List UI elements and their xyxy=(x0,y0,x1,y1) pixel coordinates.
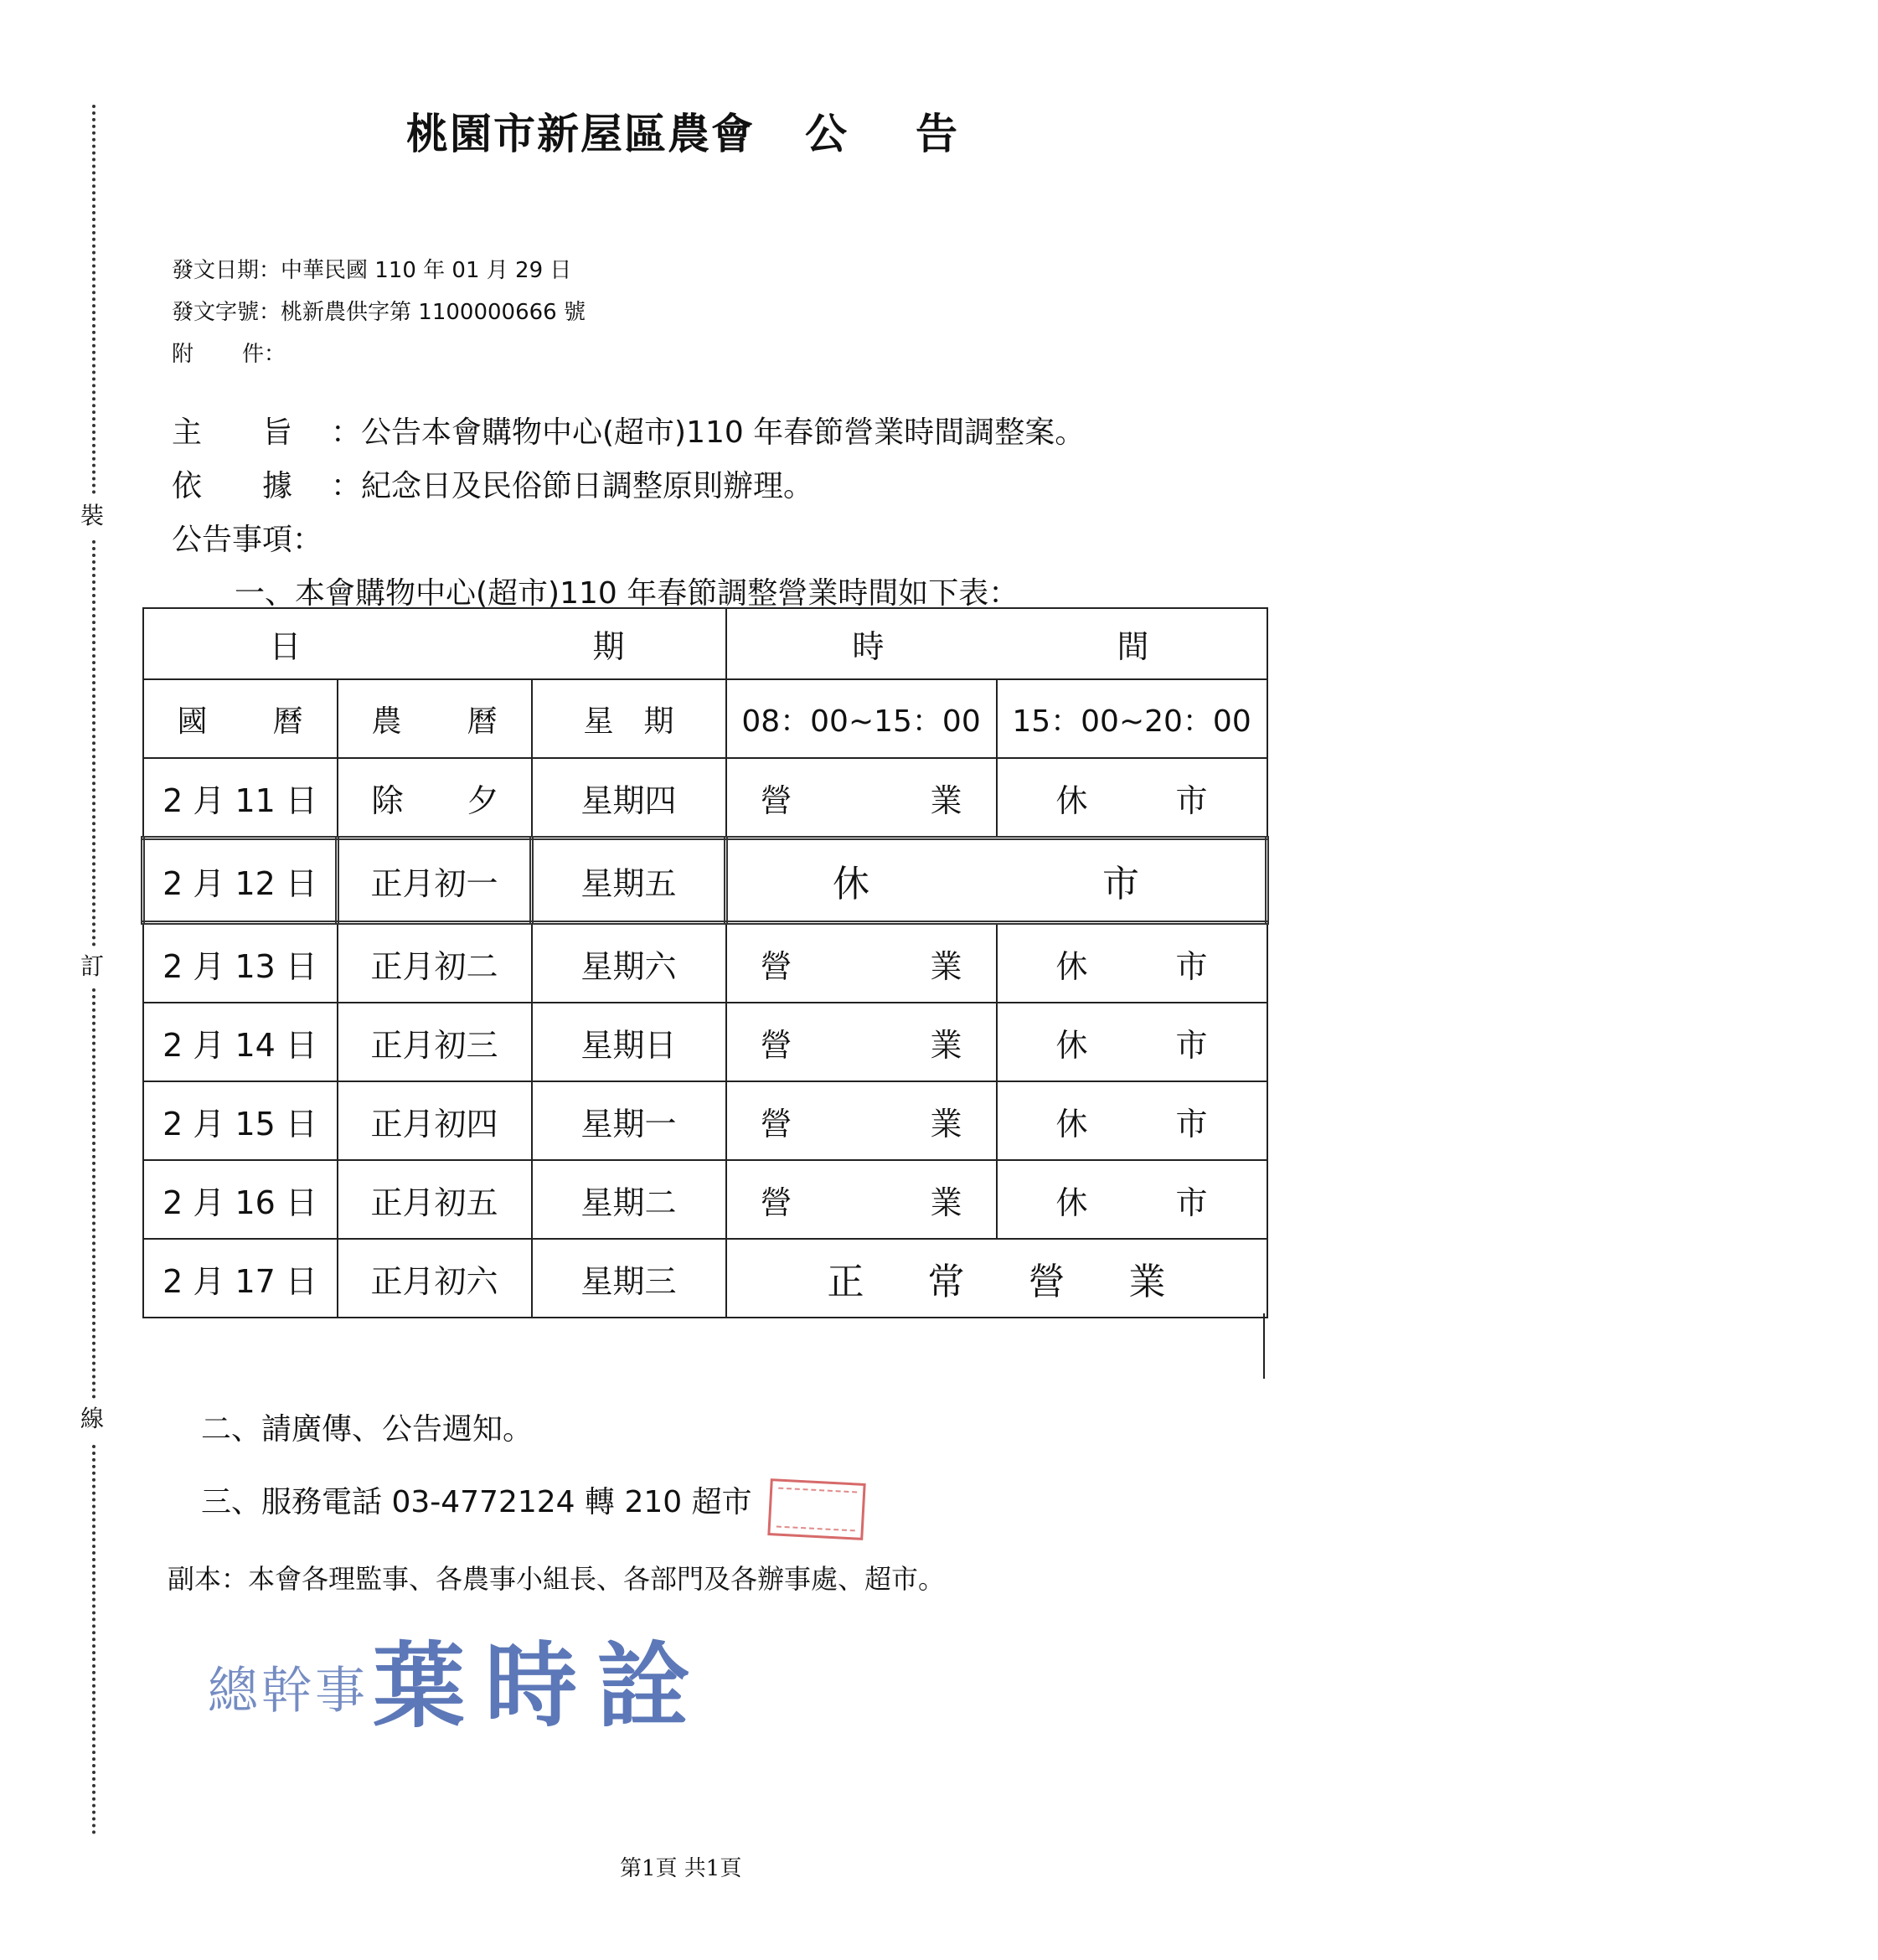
binding-dotted-line-bottom xyxy=(92,1445,95,1834)
subheader-lunar xyxy=(338,679,532,758)
cell-lunar-date: 正月初二 xyxy=(338,923,532,1003)
slot-1-char-2: 業 xyxy=(930,1026,962,1064)
signature-name: 葉時詮 xyxy=(373,1632,710,1740)
merged-char-2: 常 xyxy=(927,1261,965,1303)
slot-2-char-2: 市 xyxy=(1175,1105,1208,1142)
merged-char-3: 營 xyxy=(1028,1261,1065,1303)
cell-lunar-date xyxy=(338,758,532,838)
binding-dotted-line-middle xyxy=(92,540,95,946)
table-row xyxy=(143,923,1267,1003)
slot-1-char-1: 營 xyxy=(760,1184,792,1221)
notice-item-1: 一、本會購物中心(超市)110 年春節調整營業時間如下表： xyxy=(235,576,1019,611)
document-number-value: 桃新農供字第 1100000666 號 xyxy=(281,300,586,325)
cell-slot-2 xyxy=(997,758,1267,838)
issue-date xyxy=(172,253,571,284)
slot-1-char-2: 業 xyxy=(930,781,962,819)
cell-slot-2 xyxy=(997,1003,1267,1081)
title-word-gong: 公 xyxy=(805,110,849,158)
cell-lunar-date: 正月初六 xyxy=(338,1239,532,1318)
cell-lunar-date: 正月初四 xyxy=(338,1081,532,1160)
merged-char-2: 市 xyxy=(1102,863,1140,905)
slot-2-char-2: 市 xyxy=(1175,781,1208,819)
cell-weekday: 星期一 xyxy=(532,1081,726,1160)
slot-2-char-1: 休 xyxy=(1055,1026,1088,1064)
subject-line xyxy=(172,409,1085,451)
attachment-label: 附 件 xyxy=(172,342,264,367)
title-org: 桃園市新屋區農會 xyxy=(406,110,755,158)
binding-char-ding: 訂 xyxy=(80,952,105,980)
cell-solar-date: 2 月 15 日 xyxy=(143,1081,338,1160)
cell-slot-1 xyxy=(726,1003,997,1081)
subheader-lunar-char-1: 農 xyxy=(371,704,402,739)
slot-1-char-1: 營 xyxy=(760,1105,792,1142)
binding-dotted-line-top xyxy=(92,105,95,494)
signature-stamp xyxy=(208,1612,709,1745)
merged-char-4: 業 xyxy=(1128,1261,1166,1303)
cell-weekday: 星期日 xyxy=(532,1003,726,1081)
cell-weekday: 星期六 xyxy=(532,923,726,1003)
cell-solar-date: 2 月 14 日 xyxy=(143,1003,338,1081)
cell-slot-1 xyxy=(726,758,997,838)
cell-lunar-date: 正月初一 xyxy=(338,838,532,923)
slot-2-char-2: 市 xyxy=(1175,947,1208,985)
subheader-slot-1: 08：00~15：00 xyxy=(726,679,997,758)
cell-weekday: 星期五 xyxy=(532,838,726,923)
basis-line xyxy=(172,462,813,505)
document-number-label: 發文字號： xyxy=(172,300,281,325)
merged-char-1: 正 xyxy=(827,1261,864,1303)
slot-1-char-2: 業 xyxy=(930,947,962,985)
slot-2-char-1: 休 xyxy=(1055,1184,1088,1221)
signature-role: 總幹事 xyxy=(208,1662,369,1720)
slot-1-char-2: 業 xyxy=(930,1184,962,1221)
header-date-char-2: 期 xyxy=(592,628,625,665)
cell-lunar-date: 正月初五 xyxy=(338,1160,532,1239)
binding-dotted-line-lower xyxy=(92,988,95,1399)
header-date xyxy=(143,608,726,679)
basis-label: 依 據 xyxy=(172,469,293,503)
cell-solar-date: 2 月 11 日 xyxy=(143,758,338,838)
cell-weekday: 星期四 xyxy=(532,758,726,838)
cell-merged-normal xyxy=(726,1239,1267,1318)
basis-text: ：紀念日及民俗節日調整原則辦理。 xyxy=(331,469,814,503)
title-word-gao: 告 xyxy=(916,110,959,158)
notice-item-3: 三、服務電話 03-4772124 轉 210 超市 xyxy=(201,1485,752,1519)
subheader-weekday: 星 期 xyxy=(532,679,726,758)
subject-label: 主 旨 xyxy=(172,415,293,450)
document-number xyxy=(172,295,586,326)
table-row xyxy=(143,1003,1267,1081)
binding-char-xian: 線 xyxy=(80,1405,105,1432)
cell-slot-2 xyxy=(997,923,1267,1003)
attachment-colon: ： xyxy=(264,342,286,367)
table-trailing-rule xyxy=(1263,1313,1265,1379)
cell-weekday: 星期二 xyxy=(532,1160,726,1239)
page-number: 第1頁 共1頁 xyxy=(620,1856,742,1881)
attachment xyxy=(172,337,286,368)
cell-weekday: 星期三 xyxy=(532,1239,726,1318)
merged-char-1: 休 xyxy=(833,863,870,905)
header-time-char-2: 間 xyxy=(1117,628,1149,665)
subheader-solar-char-2: 曆 xyxy=(272,704,303,739)
slot-2-char-1: 休 xyxy=(1055,781,1088,819)
seal-stamp xyxy=(767,1478,865,1540)
issue-date-label: 發文日期： xyxy=(172,258,281,283)
slot-1-char-1: 營 xyxy=(760,781,792,819)
header-date-char-1: 日 xyxy=(269,628,302,665)
cell-slot-1 xyxy=(726,1160,997,1239)
cell-lunar-date: 正月初三 xyxy=(338,1003,532,1081)
slot-1-char-1: 營 xyxy=(760,947,792,985)
cell-slot-2 xyxy=(997,1081,1267,1160)
table-row xyxy=(143,1239,1267,1318)
binding-char-zhuang: 裝 xyxy=(80,502,105,529)
subheader-solar-char-1: 國 xyxy=(177,704,208,739)
slot-2-char-1: 休 xyxy=(1055,947,1088,985)
table-row xyxy=(143,758,1267,838)
slot-2-char-1: 休 xyxy=(1055,1105,1088,1142)
subject-text: ：公告本會購物中心(超市)110 年春節營業時間調整案。 xyxy=(331,415,1086,450)
slot-2-char-2: 市 xyxy=(1175,1026,1208,1064)
subheader-solar xyxy=(143,679,338,758)
issue-date-value: 中華民國 110 年 01 月 29 日 xyxy=(281,258,572,283)
cell-slot-1 xyxy=(726,1081,997,1160)
page-title xyxy=(406,101,959,161)
table-row xyxy=(143,838,1267,923)
cell-lunar-text: 除 夕 xyxy=(371,781,499,819)
cell-solar-date: 2 月 17 日 xyxy=(143,1239,338,1318)
cell-solar-date: 2 月 13 日 xyxy=(143,923,338,1003)
cell-slot-1 xyxy=(726,923,997,1003)
table-header-row xyxy=(143,608,1267,679)
slot-1-char-1: 營 xyxy=(760,1026,792,1064)
subheader-slot-2: 15：00~20：00 xyxy=(997,679,1267,758)
table-subheader-row xyxy=(143,679,1267,758)
slot-1-char-2: 業 xyxy=(930,1105,962,1142)
carbon-copy-line: 副本：本會各理監事、各農事小組長、各部門及各辦事處、超市。 xyxy=(168,1563,946,1595)
subheader-lunar-char-2: 曆 xyxy=(467,704,498,739)
notice-item-2: 二、請廣傳、公告週知。 xyxy=(201,1412,534,1447)
cell-merged-closed xyxy=(726,838,1267,923)
notice-heading: 公告事項： xyxy=(172,523,323,557)
header-time xyxy=(726,608,1267,679)
table-row xyxy=(143,1081,1267,1160)
cell-slot-2 xyxy=(997,1160,1267,1239)
slot-2-char-2: 市 xyxy=(1175,1184,1208,1221)
table-row xyxy=(143,1160,1267,1239)
header-time-char-1: 時 xyxy=(852,628,885,665)
holiday-hours-table xyxy=(141,607,1269,1318)
cell-solar-date: 2 月 16 日 xyxy=(143,1160,338,1239)
cell-solar-date: 2 月 12 日 xyxy=(143,838,338,923)
